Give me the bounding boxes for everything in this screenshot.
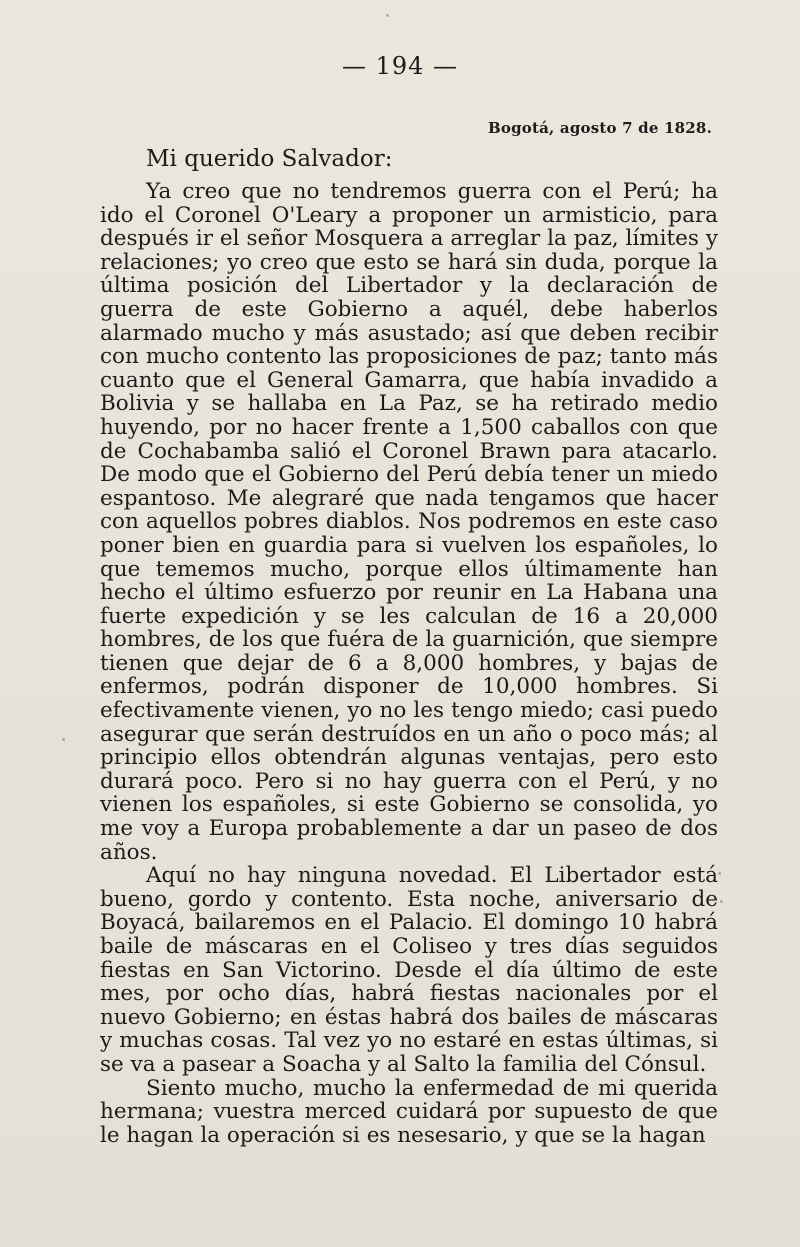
paper-speck — [62, 738, 65, 741]
paper-speck — [386, 14, 389, 17]
letter-dateline: Bogotá, agosto 7 de 1828. — [488, 119, 712, 137]
letter-salutation: Mi querido Salvador: — [146, 146, 393, 172]
paragraph-3: Siento mucho, mucho la enfermedad de mi querida hermana; vuestra merced cuidará por supuesto de que le hagan la operación si es nesesario, y que se la hagan — [100, 1075, 718, 1148]
paragraph-2: Aquí no hay ninguna novedad. El Libertador está bueno, gordo y contento. Esta noche, aniversario de Boyacá, bailaremos en el Palacio. El domingo 10 habrá baile de máscaras en el Coliseo y tres días seguidos fiestas en San Victorino. Desde el día último de este mes, por ocho días, habrá fiestas nacionales por el nuevo Gobierno; en éstas habrá dos bailes de máscaras y muchas cosas. Tal vez yo no estaré en estas últimas, si se va a pasear a Soacha y al Salto la familia del Cónsul. — [100, 863, 718, 1077]
page-number: — 194 — — [341, 52, 459, 80]
paper-speck — [718, 872, 721, 875]
letter-body — [100, 180, 718, 1147]
paragraph-1: Ya creo que no tendremos guerra con el Perú; ha ido el Coronel O'Leary a proponer un armisticio, para después ir el señor Mosquera a arreglar la paz, límites y relaciones; yo creo que esto se hará sin duda, porque la última posición del Libertador y la declaración de guerra de este Gobierno a aquél, debe haberlos alarmado mucho y más asustado; así que deben recibir con mucho contento las proposiciones de paz; tanto más cuanto que el General Gamarra, que había invadido a Bolivia y se hallaba en La Paz, se ha retirado medio huyendo, por no hacer frente a 1,500 caballos con que de Cochabamba salió el Coronel Brawn para atacarlo. De modo que el Gobierno del Perú debía tener un miedo espantoso. Me alegraré que nada tengamos que hacer con aquellos pobres diablos. Nos podremos en este caso poner bien en guardia para si vuelven los españoles, lo que tememos mucho, porque ellos últimamente han hecho el último esfuerzo por reunir en La Habana una fuerte expedición y se les calculan de 16 a 20,000 hombres, de los que fuéra de la guarnición, que siempre tienen que dejar de 6 a 8,000 hombres, y bajas de enfermos, podrán disponer de 10,000 hombres. Si efectivamente vienen, yo no les tengo miedo; casi puedo asegurar que serán destruídos en un año o poco más; al principio ellos obtendrán algunas ventajas, pero esto durará poco. Pero si no hay guerra con el Perú, y no vienen los españoles, si este Gobierno se consolida, yo me voy a Europa probablemente a dar un paseo de dos años. — [100, 179, 718, 865]
paper-speck — [720, 900, 723, 903]
